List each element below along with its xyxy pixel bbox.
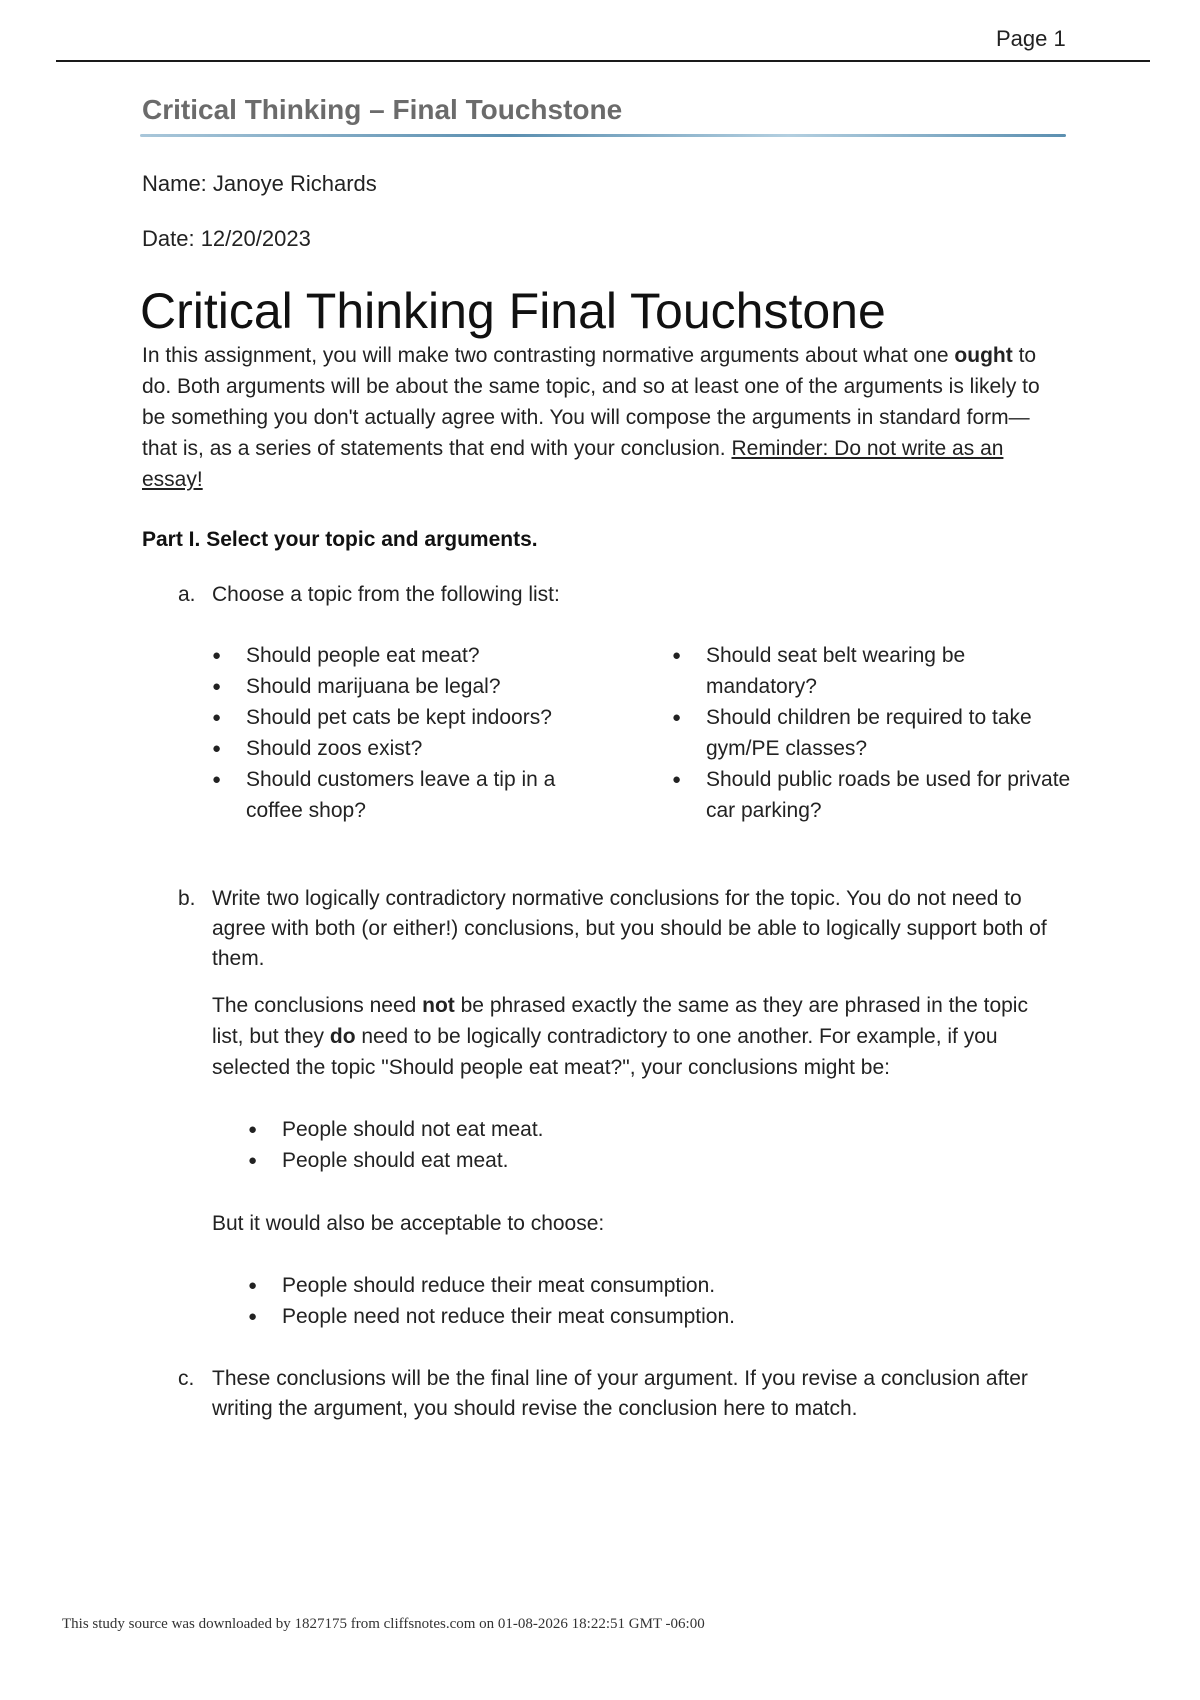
item-letter: a. <box>178 583 196 606</box>
topic-list-left <box>212 640 572 826</box>
list-item: ● Should zoos exist? <box>212 733 572 764</box>
name-line: Name: Janoye Richards <box>142 171 377 196</box>
alternative-intro: But it would also be acceptable to choose: <box>212 1212 605 1235</box>
list-item: ● Should marijuana be legal? <box>212 671 572 702</box>
list-item: ● People should not eat meat. <box>248 1114 948 1145</box>
part-heading: Part I. Select your topic and arguments. <box>142 528 538 551</box>
conclusions-explanation: The conclusions need not be phrased exactly the same as they are phrased in the topic list, but they do need to be logically contradictory to one another. For example, if you selected the topic "Should people eat meat?", your conclusions might be: <box>212 994 1028 1079</box>
instruction-a: a. Choose a topic from the following list: <box>178 580 1058 610</box>
list-item: ● Should seat belt wearing be mandatory? <box>672 640 1072 702</box>
title-underline <box>140 134 1066 137</box>
list-item: ● People need not reduce their meat consumption. <box>248 1301 1008 1332</box>
page-number: Page 1 <box>996 26 1066 51</box>
list-item: ● People should eat meat. <box>248 1145 948 1176</box>
example-list-2 <box>248 1270 1008 1332</box>
list-item: ● Should pet cats be kept indoors? <box>212 702 572 733</box>
example-list-1 <box>248 1114 948 1176</box>
list-item: ● Should people eat meat? <box>212 640 572 671</box>
document-title: Critical Thinking – Final Touchstone <box>142 94 623 125</box>
item-letter: c. <box>178 1367 195 1390</box>
intro-paragraph: In this assignment, you will make two contrasting normative arguments about what one ought to do. Both arguments will be about the same topic, and so at least one of the arguments is likely to be something you don't actually agree with. You will compose the arguments in standard form—that is, as a series of statements that end with your conclusion. Reminder: Do not write as an essay! <box>142 344 1040 491</box>
list-item: ● People should reduce their meat consumption. <box>248 1270 1008 1301</box>
header-rule <box>56 60 1150 62</box>
date-line: Date: 12/20/2023 <box>142 226 311 251</box>
instruction-c: c. These conclusions will be the final line of your argument. If you revise a conclusion after writing the argument, you should revise the conclusion here to match. <box>178 1364 1058 1424</box>
instruction-b: b. Write two logically contradictory normative conclusions for the topic. You do not need to agree with both (or either!) conclusions, but you should be able to logically support both of them. <box>178 884 1058 974</box>
assignment-title: Critical Thinking Final Touchstone <box>140 283 886 339</box>
topic-list-right <box>672 640 1072 826</box>
list-item: ● Should customers leave a tip in a coffee shop? <box>212 764 572 826</box>
list-item: ● Should public roads be used for private car parking? <box>672 764 1072 826</box>
item-letter: b. <box>178 887 196 910</box>
download-footer: This study source was downloaded by 1827175 from cliffsnotes.com on 01-08-2026 18:22:51 GMT -06:00 <box>62 1616 705 1632</box>
list-item: ● Should children be required to take gym/PE classes? <box>672 702 1072 764</box>
